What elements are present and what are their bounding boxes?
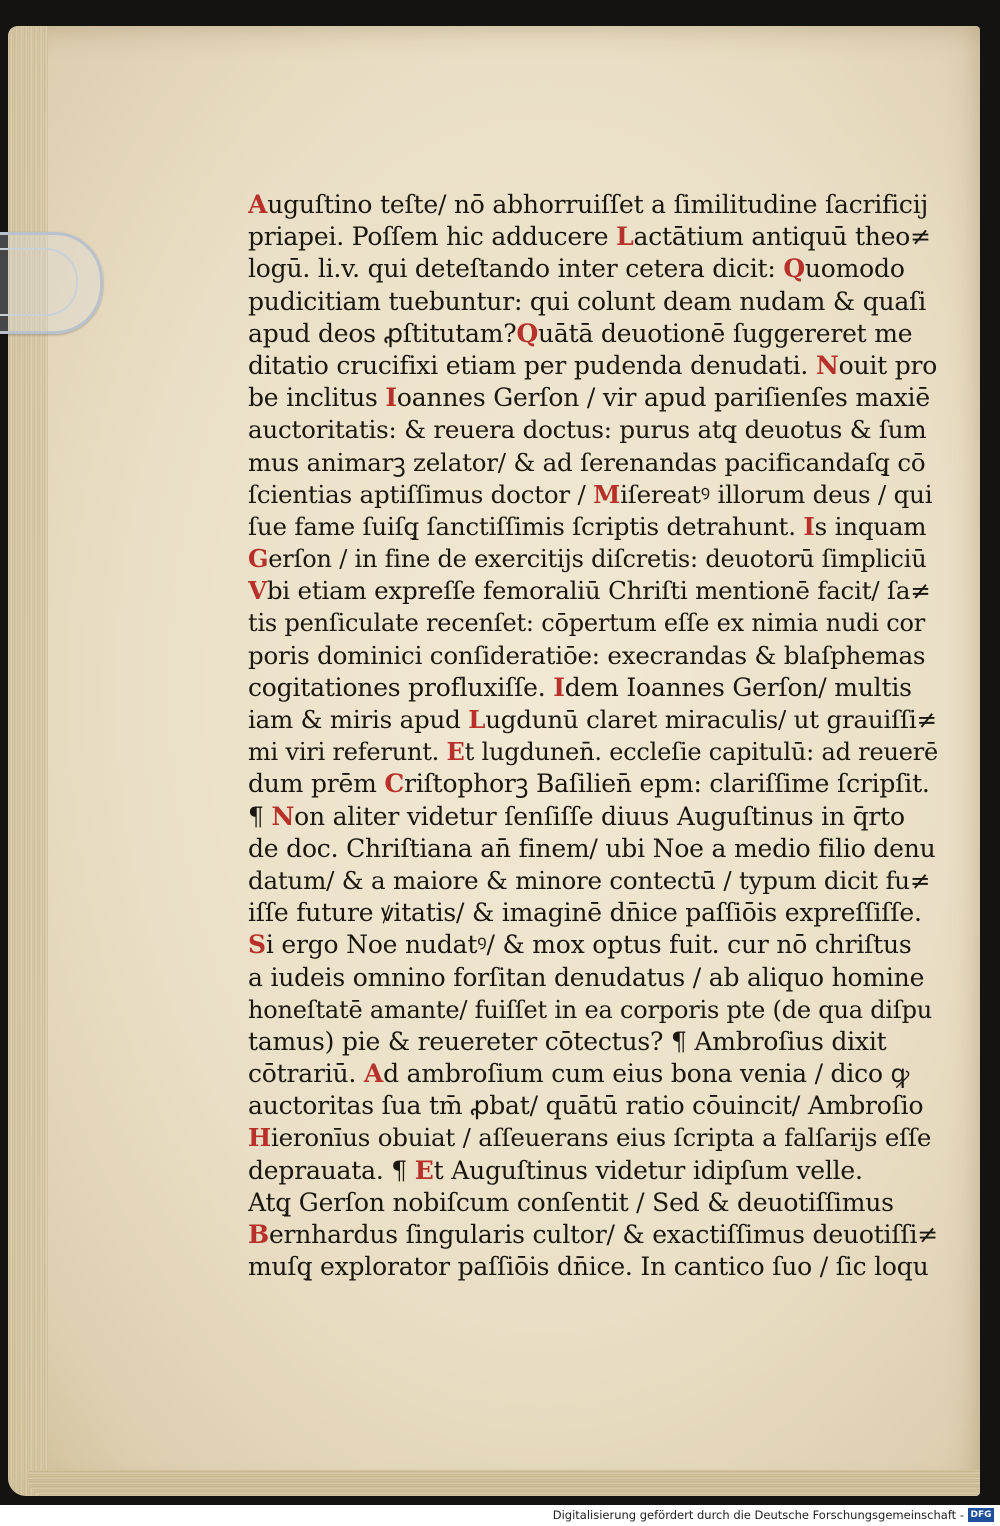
rubricated-initial: I	[385, 383, 397, 413]
line-text: de doc. Chriſtiana an̄ finem/ ubi Noe a medio filio denu	[248, 833, 936, 863]
line-text: logū. li.v. qui deteſtando inter cetera dicit:	[248, 254, 784, 284]
text-line	[248, 704, 938, 736]
text-line	[248, 318, 938, 350]
rubricated-initial: E	[414, 1155, 434, 1185]
text-line	[248, 768, 938, 800]
text-line	[248, 221, 938, 253]
line-text: cogitationes profluxiſſe.	[248, 672, 554, 702]
rubricated-initial: I	[553, 672, 565, 702]
line-text: a iudeis omnino forſitan denudatus / ab aliquo homine	[248, 962, 925, 992]
line-text: priapei. Poſſem hic adducere	[248, 222, 617, 252]
rubricated-initial: A	[248, 190, 268, 219]
text-line	[248, 833, 938, 865]
paper-clip-inner-loop	[0, 248, 78, 316]
line-text: tis penſiculate recenſet: cōpertum eſſe ex nimia nudi cor	[248, 609, 926, 638]
line-text: dum prēm	[248, 769, 385, 799]
line-text: mus animarꝫ zelator/ & ad ſerenandas pacificandaſq̧ cō	[248, 447, 926, 477]
text-line	[248, 286, 938, 318]
text-line	[248, 1122, 938, 1154]
text-line	[248, 543, 938, 575]
line-text: Atq̧ Gerſon nobiſcum conſentit / Sed & deuotiſſimus	[248, 1187, 894, 1217]
line-text: on aliter videtur ſenſiſſe diuus Auguſtinus in q̄rto	[294, 801, 905, 831]
text-line	[248, 479, 938, 511]
text-line	[248, 382, 938, 414]
line-text: cōtrariū.	[248, 1059, 364, 1089]
line-text: ditatio crucifixi etiam per pudenda denudati.	[248, 350, 816, 380]
line-text: ſcientias aptiſſimus doctor /	[248, 479, 594, 509]
line-text: erſon / in fine de exercitijs diſcretis: deuotorū ſimpliciū	[268, 545, 927, 574]
line-text: auctoritatis: & reuera doctus: purus atq̧ deuotus & ſum	[248, 415, 927, 445]
text-line	[248, 897, 938, 929]
line-text: mi viri referunt.	[248, 738, 447, 767]
line-text: iam & miris apud	[248, 705, 469, 734]
text-block	[248, 189, 938, 1283]
line-text: deprauata. ¶	[248, 1155, 415, 1185]
dfg-logo-icon: DFG	[968, 1508, 994, 1522]
text-line	[248, 1155, 938, 1187]
rubricated-initial: L	[468, 705, 486, 734]
rubricated-initial: Q	[783, 254, 805, 284]
line-text: iſſe future ꝟitatis/ & imaginē dn̄ice paſſiōis expreſſiſſe.	[248, 898, 922, 928]
rubricated-initial: G	[248, 544, 269, 574]
rubricated-initial: Q	[516, 318, 539, 348]
text-line	[248, 1219, 938, 1251]
line-text: uguſtino teſte/ nō abhorruiſſet a ſimilitudine ſacrificij	[267, 190, 929, 219]
text-line	[248, 1187, 938, 1219]
line-text: pudicitiam tuebuntur: qui colunt deam nudam & quaſi	[248, 286, 926, 316]
line-text: muſq̧ explorator paſſiōis dn̄ice. In cantico ſuo / ſic loqu	[248, 1252, 929, 1282]
line-text: riſtophorꝫ Baſilien̄ epm: clariſſime ſcripſit.	[404, 769, 930, 799]
line-text: iſereatꝰ illorum deus / qui	[620, 479, 933, 509]
line-text: ugdunū claret miraculis/ ut grauiſſi≠	[485, 705, 937, 734]
rubricated-initial: S	[248, 930, 266, 960]
line-text: ouit pro	[838, 350, 938, 380]
footer-bar	[0, 1505, 1000, 1526]
rubricated-initial: H	[248, 1123, 271, 1153]
line-text: apud deos ꝓſtitutam?	[248, 318, 517, 348]
line-text: tamus) pie & reuereter cōtectus? ¶ Ambroſius dixit	[248, 1026, 887, 1056]
text-line	[248, 189, 938, 221]
rubricated-initial: N	[815, 350, 839, 380]
line-text: ¶	[248, 801, 272, 831]
text-line	[248, 736, 938, 768]
text-line	[248, 414, 938, 446]
line-text: ernhardus ſingularis cultor/ & exactiſſimus deuotiſſi≠	[268, 1220, 938, 1249]
text-line	[248, 1026, 938, 1058]
text-line	[248, 1090, 938, 1122]
text-line	[248, 865, 938, 897]
rubricated-initial: B	[248, 1220, 269, 1249]
text-line	[248, 1058, 938, 1090]
text-line	[248, 350, 938, 382]
rubricated-initial: N	[271, 801, 295, 831]
line-text: t lugdunen̄. eccleſie capitulū: ad reuerē	[464, 738, 938, 767]
line-text: dem Ioannes Gerſon/ multis	[564, 672, 912, 702]
text-line	[248, 672, 938, 704]
text-line	[248, 801, 938, 833]
text-line	[248, 575, 938, 607]
line-text: oannes Gerſon / vir apud pariſienſes maxiē	[396, 383, 930, 413]
book-page	[8, 26, 980, 1496]
rubricated-initial: E	[446, 737, 465, 767]
rubricated-initial: I	[803, 511, 815, 541]
line-text: auctoritas ſua tm̄ ꝓbat/ quātū ratio cōuincit/ Ambroſio	[248, 1091, 924, 1121]
line-text: datum/ & a maiore & minore contectū / typum dicit fu≠	[248, 865, 931, 895]
rubricated-initial: M	[593, 479, 621, 509]
line-text: d ambroſium cum eius bona venia / dico ꝙ	[383, 1059, 910, 1089]
rubricated-initial: L	[616, 222, 634, 252]
line-text: t Auguſtinus videtur idipſum velle.	[433, 1155, 863, 1185]
line-text: be inclitus	[248, 383, 386, 413]
text-line	[248, 447, 938, 479]
text-line	[248, 929, 938, 961]
text-line	[248, 1251, 938, 1283]
line-text: bi etiam expreſſe femoraliū Chriſti mentionē facit/ ſa≠	[266, 576, 931, 606]
line-text: actātium antiquū theo≠	[633, 222, 931, 252]
funding-credit: Digitalisierung gefördert durch die Deutsche Forschungsgemeinschaft -	[552, 1508, 964, 1522]
line-text: honeſtatē amante/ fuiſſet in ea corporis pte (de qua diſpu	[248, 995, 933, 1024]
rubricated-initial: C	[384, 769, 405, 799]
line-text: ſue fame ſuiſq̧ ſanctiſſimis ſcriptis detrahunt.	[248, 511, 804, 541]
text-line	[248, 994, 938, 1026]
text-line	[248, 253, 938, 285]
text-line	[248, 640, 938, 672]
rubricated-initial: V	[248, 576, 267, 606]
line-text: ieronīus obuiat / aſſeuerans eius ſcripta a falſarijs eſſe	[270, 1123, 932, 1153]
rubricated-initial: A	[363, 1059, 384, 1089]
line-text: uātā deuotionē ſuggereret me	[538, 318, 913, 348]
line-text: uomodo	[804, 254, 905, 284]
text-line	[248, 607, 938, 639]
text-line	[248, 511, 938, 543]
page-bottom-edge	[28, 1470, 980, 1496]
line-text: s inquam	[814, 511, 927, 541]
line-text: i ergo Noe nudatꝰ/ & mox optus fuit. cur nō chriſtus	[265, 930, 912, 960]
line-text: poris dominici conſideratiōe: execrandas & blaſphemas	[248, 640, 926, 670]
text-line	[248, 962, 938, 994]
